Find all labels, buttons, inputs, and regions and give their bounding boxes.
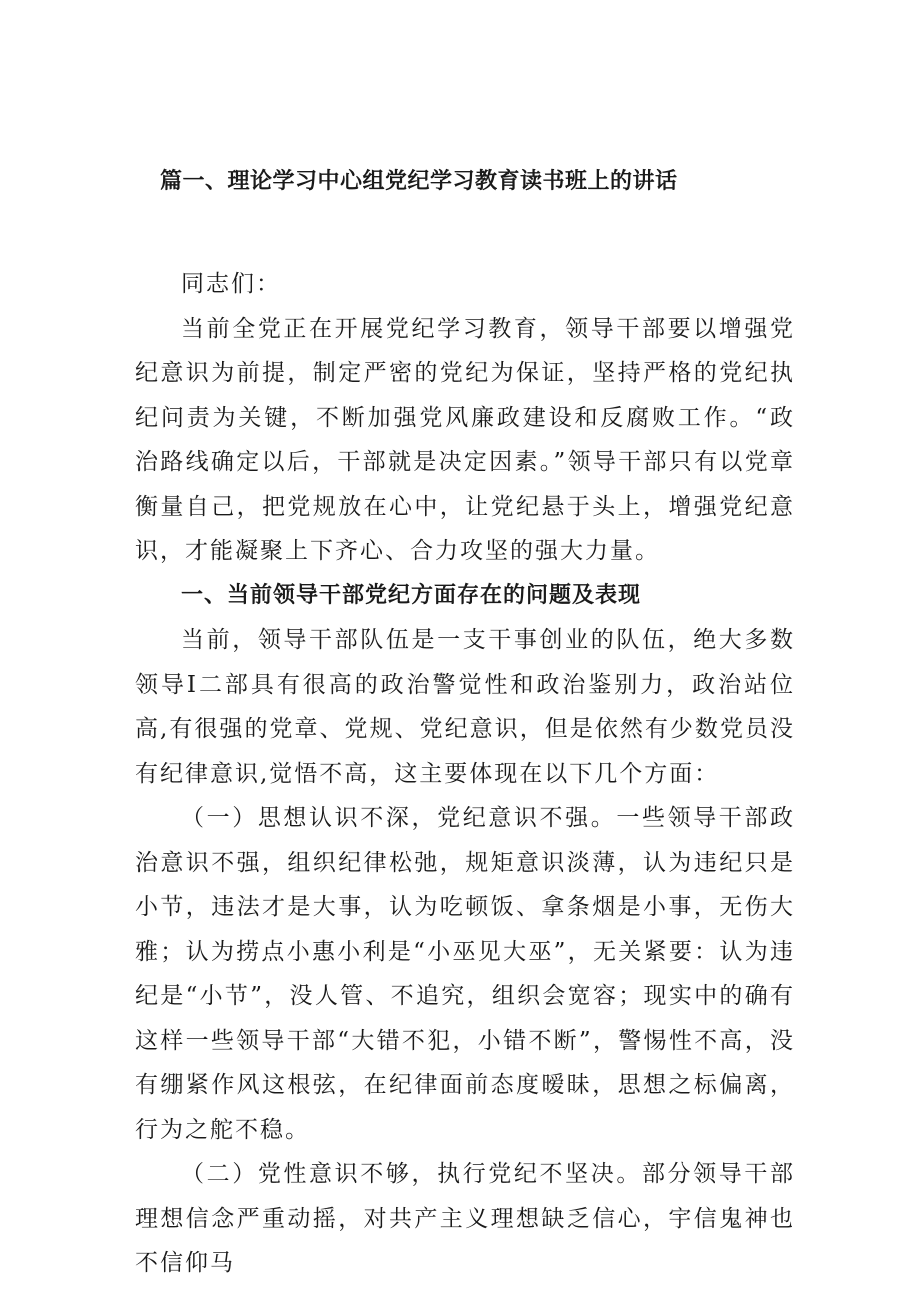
intro-paragraph: 当前全党正在开展党纪学习教育，领导干部要以增强党纪意识为前提，制定严密的党纪为保证，坚持严格的党纪执纪问责为关键，不断加强党风廉政建设和反腐败工作。“政治路线确定以后，干部就是决定因素。”领导干部只有以党章衡量自己，把党规放在心中，让党纪悬于头上，增强党纪意识，才能凝聚上下齐心、合力攻坚的强大力量。 [135,315,795,564]
section-heading: 一、当前领导干部党纪方面存在的问题及表现 [181,582,642,608]
greeting: 同志们： [181,271,281,297]
point-two-paragraph: （二）党性意识不够，执行党纪不坚决。部分领导干部理想信念严重动摇，对共产主义理想缺乏信心，宇信鬼神也不信仰马 [135,1161,795,1276]
document-body [135,262,795,1286]
document-title: 篇一、理论学习中心组党纪学习教育读书班上的讲话 [160,169,678,194]
point-one-paragraph: （一）思想认识不深，党纪意识不强。一些领导干部政治意识不强，组织纪律松弛，规矩意识淡薄，认为违纪只是小节，违法才是大事，认为吃顿饭、拿条烟是小事，无伤大雅；认为捞点小惠小利是“小巫见大巫”，无关紧要：认为违纪是“小节”，没人管、不追究，组织会宽容；现实中的确有这样一些领导干部“大错不犯，小错不断”，警惕性不高，没有绷紧作风这根弦，在纪律面前态度暧昧，思想之标偏离，行为之舵不稳。 [135,805,795,1143]
section-intro-paragraph: 当前，领导干部队伍是一支干事创业的队伍，绝大多数领导I二部具有很高的政治警觉性和政治鉴别力，政治站位高,有很强的党章、党规、党纪意识，但是依然有少数党员没有纪律意识,觉悟不高，这主要体现在以下几个方面： [135,627,795,787]
